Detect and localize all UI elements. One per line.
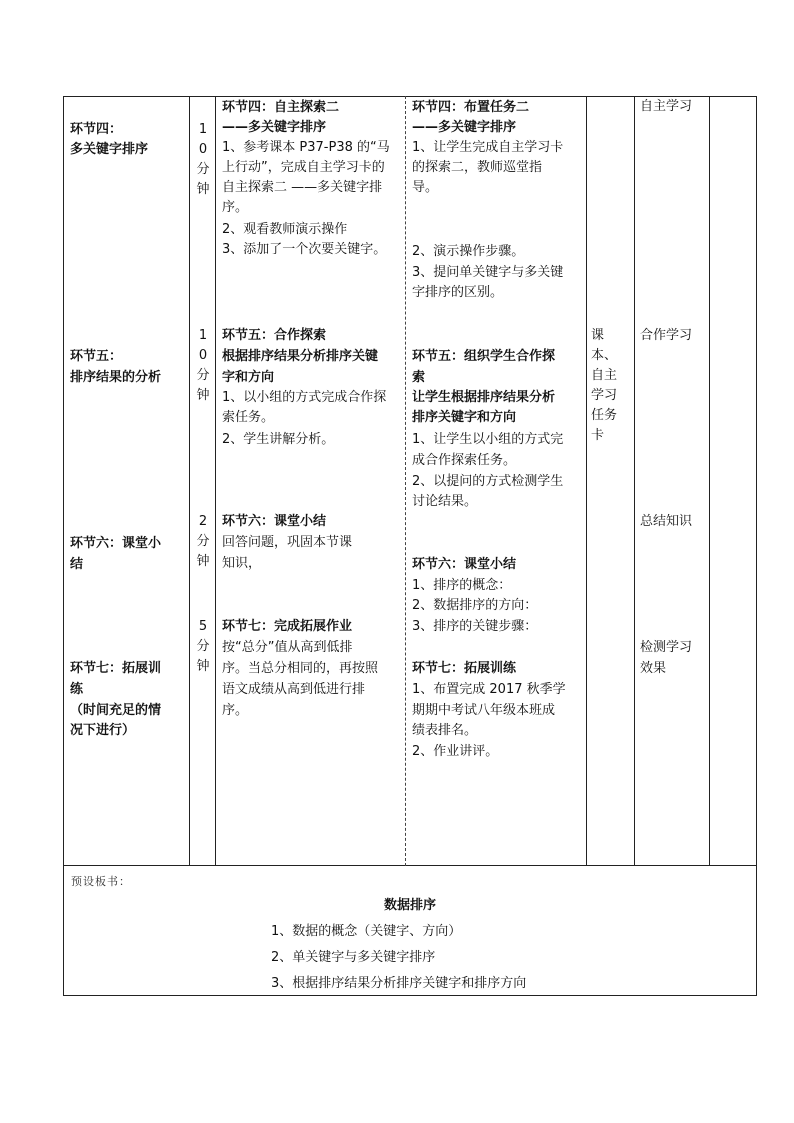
table-border-right: [756, 96, 757, 996]
stage-name: 排序结果的分析: [70, 370, 162, 385]
teacher-activity-text: 期期中考试八年级本班成: [412, 703, 556, 718]
stage-name: 结: [70, 557, 84, 572]
teacher-activity-text: 3、提问单关键字与多关键: [412, 265, 564, 280]
column-divider: [586, 96, 587, 866]
student-activity-text: 3、添加了一个次要关键字。: [222, 242, 387, 257]
stage-time: 5 分 钟: [196, 619, 210, 674]
teacher-activity-text: 2、演示操作步骤。: [412, 244, 525, 259]
teacher-activity-title: 环节六：课堂小结: [412, 557, 517, 572]
teacher-activity-text: 导。: [412, 180, 439, 195]
teacher-activity-text: 3、排序的关键步骤：: [412, 619, 538, 634]
teacher-activity-title: 索: [412, 370, 426, 385]
stage-name: 环节七：拓展训: [70, 661, 162, 676]
board-item: 2、单关键字与多关键字排序: [271, 950, 436, 965]
student-activity-text: 索任务。: [222, 410, 275, 425]
column-divider: [189, 96, 190, 866]
student-activity-text: 2、学生讲解分析。: [222, 432, 335, 447]
board-title: 数据排序: [383, 898, 436, 913]
teacher-activity-title: 排序关键字和方向: [412, 410, 517, 425]
stage-name: （时间充足的情: [70, 703, 162, 718]
student-activity-title: 环节七：完成拓展作业: [222, 619, 353, 634]
student-activity-text: 按“总分”值从高到低排: [222, 640, 353, 655]
student-activity-text: 1、以小组的方式完成合作探: [222, 390, 387, 405]
student-activity-text: 自主探索二 ——多关键字排: [222, 180, 383, 195]
lesson-plan-table: [63, 96, 757, 996]
stage-name: 多关键字排序: [70, 142, 149, 157]
board-label: 预设板书：: [71, 875, 131, 888]
design-intent: 检测学习: [640, 640, 693, 655]
teacher-activity-text: 字排序的区别。: [412, 285, 504, 300]
student-activity-title: 字和方向: [222, 370, 275, 385]
column-divider-dashed: [405, 96, 406, 866]
teacher-activity-text: 2、以提问的方式检测学生: [412, 474, 564, 489]
student-activity-title: 环节五：合作探索: [222, 328, 327, 343]
stage-time: 2 分 钟: [196, 514, 210, 569]
board-item: 3、根据排序结果分析排序关键字和排序方向: [271, 976, 527, 991]
teacher-activity-text: 1、让学生以小组的方式完: [412, 432, 564, 447]
stage-name: 况下进行）: [70, 723, 136, 738]
teacher-activity-text: 讨论结果。: [412, 494, 478, 509]
student-activity-title: 环节六：课堂小结: [222, 514, 327, 529]
student-activity-text: 序。当总分相同的，再按照: [222, 661, 379, 676]
column-divider: [709, 96, 710, 866]
teacher-activity-title: 让学生根据排序结果分析: [412, 390, 556, 405]
teacher-activity-title: 环节五：组织学生合作探: [412, 349, 556, 364]
student-activity-text: 上行动”，完成自主学习卡的: [222, 160, 385, 175]
student-activity-text: 序。: [222, 703, 249, 718]
design-intent: 总结知识: [640, 514, 693, 529]
table-border-left: [63, 96, 64, 996]
stage-name: 环节六：课堂小: [70, 536, 162, 551]
table-border-bottom: [63, 995, 757, 996]
student-activity-text: 回答问题，巩固本节课: [222, 535, 353, 550]
column-divider: [215, 96, 216, 866]
teacher-activity-text: 2、数据排序的方向：: [412, 598, 538, 613]
teacher-activity-text: 1、排序的概念：: [412, 578, 512, 593]
teacher-activity-text: 1、让学生完成自主学习卡: [412, 140, 564, 155]
student-activity-text: 2、观看教师演示操作: [222, 222, 348, 237]
board-item: 1、数据的概念（关键字、方向）: [271, 924, 462, 939]
stage-name: 练: [70, 682, 84, 697]
teacher-activity-title: 环节四：布置任务二: [412, 100, 530, 115]
student-activity-title: 根据排序结果分析排序关键: [222, 349, 379, 364]
student-activity-text: 知识，: [222, 556, 262, 571]
student-activity-text: 语文成绩从高到低进行排: [222, 682, 366, 697]
stage-name: 环节四：: [70, 122, 123, 137]
design-intent: 合作学习: [640, 328, 693, 343]
teacher-activity-text: 的探索二，教师巡堂指: [412, 160, 543, 175]
teaching-resources: 课 本、 自主 学习 任务 卡: [591, 328, 618, 443]
design-intent: 自主学习: [640, 99, 693, 114]
column-divider: [634, 96, 635, 866]
stage-time: 1 0 分 钟: [196, 122, 210, 197]
student-activity-text: 1、参考课本 P37-P38 的“马: [222, 140, 390, 155]
teacher-activity-text: 1、布置完成 2017 秋季学: [412, 682, 566, 697]
teacher-activity-title: ——多关键字排序: [412, 120, 517, 135]
teacher-activity-text: 2、作业讲评。: [412, 744, 499, 759]
teacher-activity-text: 成合作探索任务。: [412, 453, 517, 468]
student-activity-title: ——多关键字排序: [222, 120, 327, 135]
student-activity-text: 序。: [222, 200, 249, 215]
student-activity-title: 环节四：自主探索二: [222, 100, 340, 115]
teacher-activity-text: 绩表排名。: [412, 723, 478, 738]
table-row-divider: [63, 865, 757, 866]
stage-name: 环节五：: [70, 349, 123, 364]
teacher-activity-title: 环节七：拓展训练: [412, 661, 517, 676]
design-intent: 效果: [640, 661, 667, 676]
stage-time: 1 0 分 钟: [196, 328, 210, 403]
